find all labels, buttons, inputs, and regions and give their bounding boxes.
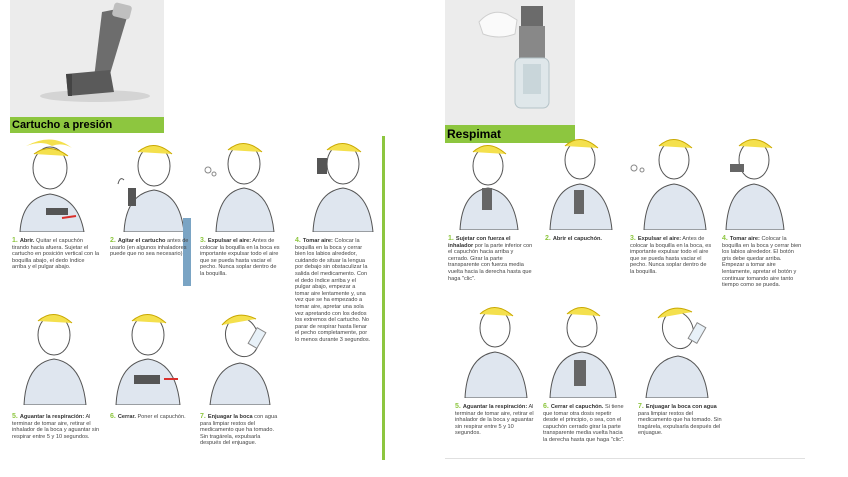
- right-step-7: 7. Enjuagar la boca con agua para limpiar restos del medicamento que ha tomado. Sin tragárela, expulsarla después del enjuague.: [638, 403, 722, 437]
- right-step3-illustration: [626, 130, 712, 230]
- respimat-inhaler-photo: [445, 0, 575, 125]
- left-step-2: 2. Agitar el cartucho antes de usarlo (en algunos inhaladores puede que no sea necesario): [110, 237, 189, 258]
- pressurized-inhaler-photo: [10, 0, 164, 117]
- left-step4-illustration: [295, 136, 377, 232]
- left-step-5: 5. Aguantar la respiración: Al terminar de tomar aire, retirar el inhalador de la boca y aguantar sin respirar entre 5 y 10 segundos.: [12, 413, 100, 440]
- right-step-2: 2. Abrir el capuchón.: [545, 235, 602, 242]
- left-step-7: 7. Enjuagar la boca con agua para limpiar restos del medicamento que ha tomado. Sin tragárela, expulsarla después del enjuague.: [200, 413, 278, 447]
- right-step-3: 3. Expulsar el aire: Antes de colocar la boquilla en la boca, es importante expulsar todo el aire que se pueda hasta vaciar el pecho. Nunca soplar dentro de la boquilla.: [630, 235, 712, 275]
- right-step-5: 5. Aguantar la respiración: Al terminar de tomar aire, retirar el inhalador de la boca y aguantar sin respirar entre 5 y 10 segundos.: [455, 403, 534, 437]
- left-step-1: 1. Abrir. Quitar el capuchón tirando hacia afuera. Sujetar el cartucho en posición vertical con la boquilla abajo, el dedo índice arriba y el pulgar abajo.: [12, 237, 100, 271]
- right-step7-illustration: [638, 298, 718, 398]
- left-step5-illustration: [14, 305, 96, 405]
- left-section-divider: [382, 136, 385, 460]
- left-step1-illustration: [12, 136, 94, 232]
- left-step6-illustration: [104, 305, 190, 405]
- left-step-4: 4. Tomar aire: Colocar la boquilla en la boca y cerrar bien los labios alrededor, cuidando de situar la lengua por debajo sin obstaculizar la salida del medicamento. Con el dedo índice arriba y el pulgar abajo, empezar a tomar aire lentamente y, una vez que se ha empezado a tomar aire, apretar una sola vez apretando con los dedos los extremos del cartucho. No parar de respirar hasta llenar el pecho completamente, por lo menos durante 3 segundos.: [295, 237, 371, 343]
- right-step1-illustration: [448, 140, 528, 230]
- pressurized-inhaler-image: [10, 0, 164, 117]
- right-bottom-rule: [445, 458, 805, 459]
- right-step-6: 6. Cerrar el capuchón. Si tiene que tomar otra dosis repetir desde el principio, o sea, con el capuchón cerrado girar la parte transparente media vuelta hacia la derecha hasta que haga "clic".: [543, 403, 625, 443]
- left-section-title: Cartucho a presión: [10, 117, 164, 133]
- left-step-6: 6. Cerrar. Poner el capuchón.: [110, 413, 186, 420]
- right-step-4: 4. Tomar aire: Colocar la boquilla en la boca y cerrar bien los labios alrededor. El botón gris debe quedar arriba. Empezar a tomar aire lentamente, apretar el botón y continuar tomando aire tanto tiempo como se pueda.: [722, 235, 802, 289]
- right-step5-illustration: [455, 298, 535, 398]
- right-step-1: 1. Sujetar con fuerza el inhalador por la parte inferior con el capuchón hacia arriba y cerrado. Girar la parte transparente con fuerza media vuelta hacia la derecha hasta que haga "clic".: [448, 235, 533, 282]
- respimat-inhaler-image: [445, 0, 575, 125]
- right-step6-illustration: [540, 298, 624, 398]
- right-step2-illustration: [540, 130, 620, 230]
- right-section-title: Respimat: [445, 125, 575, 143]
- left-step7-illustration: [200, 305, 280, 405]
- left-step-3: 3. Expulsar el aire: Antes de colocar la boquilla en la boca es importante expulsar todo el aire que se pueda hasta vaciar el pecho. Nunca soplar dentro de la boquilla.: [200, 237, 280, 277]
- left-step3-illustration: [200, 136, 282, 232]
- left-step2-illustration: [110, 136, 190, 232]
- right-step4-illustration: [718, 130, 788, 230]
